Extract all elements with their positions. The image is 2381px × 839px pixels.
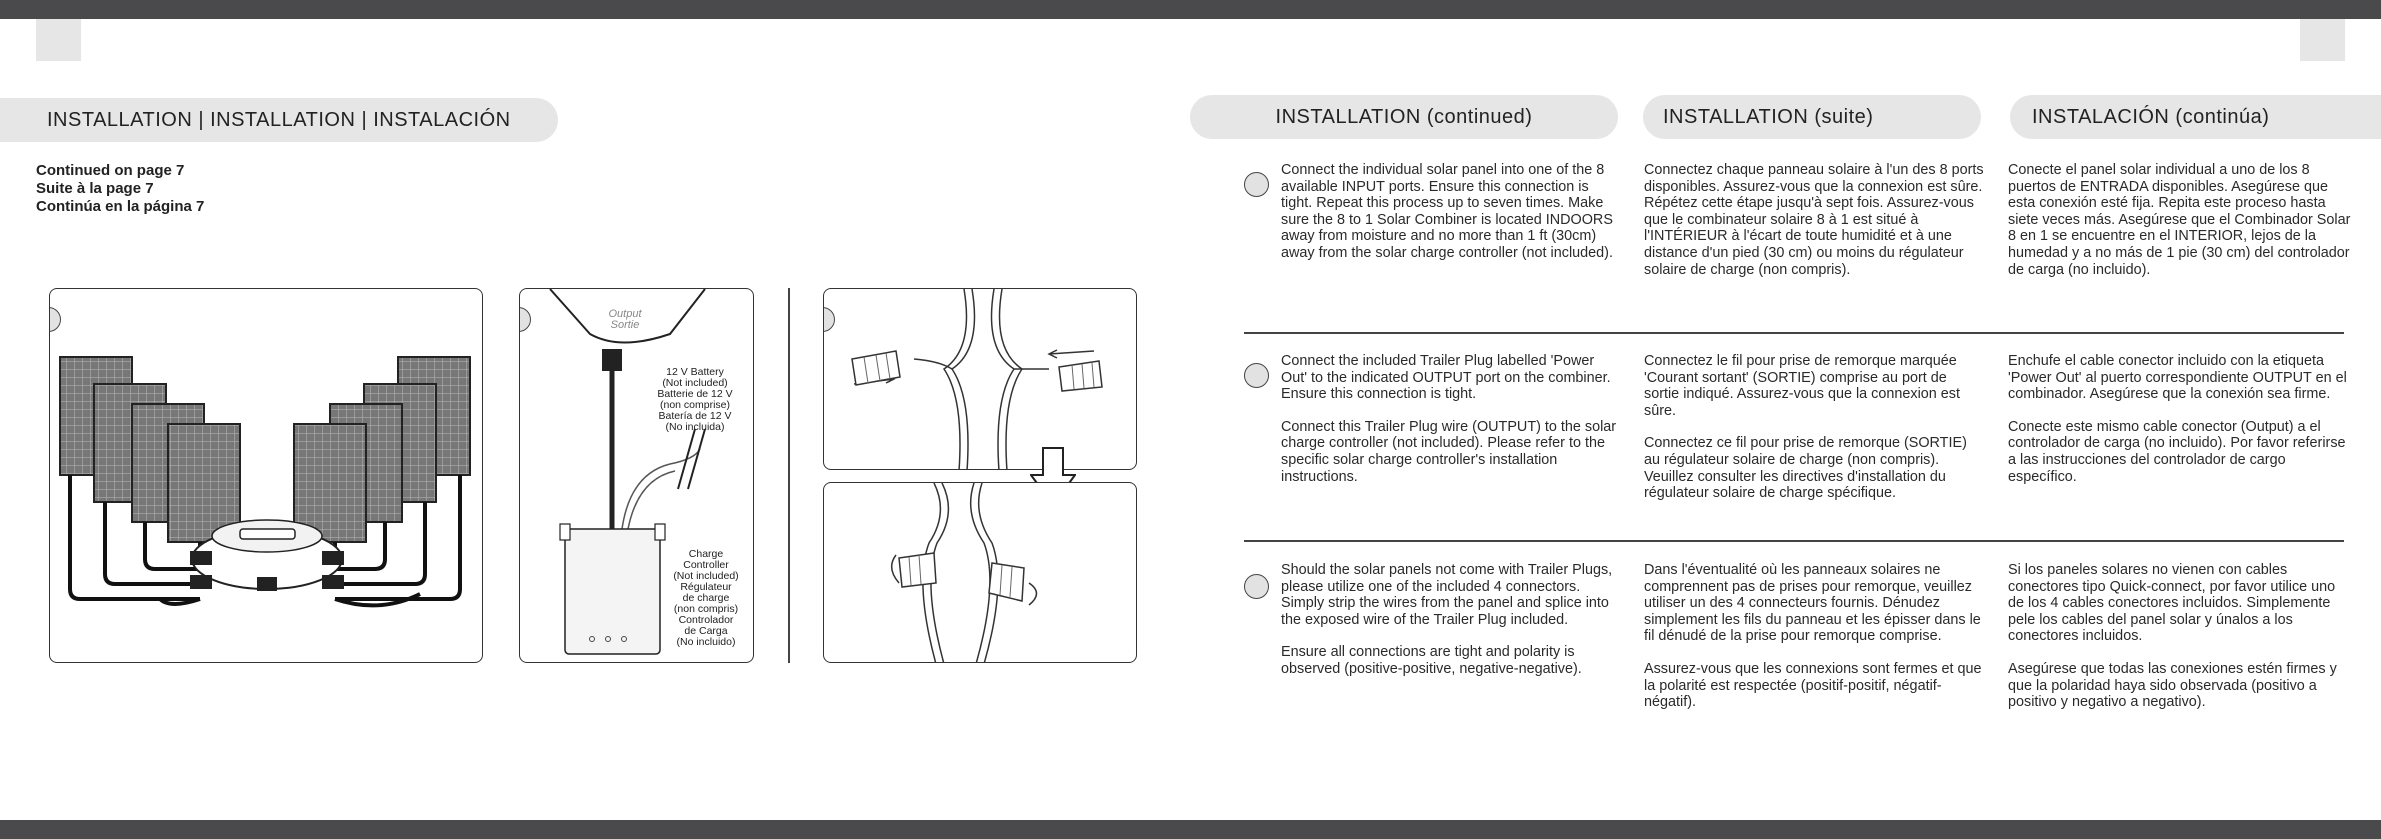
diagram-battery-controller (519, 288, 754, 663)
step-2-en (1281, 353, 1621, 501)
controller-label-line-4: Régulateur (680, 581, 732, 593)
diagram-twisted-connectors (823, 482, 1137, 663)
step-3-fr (1644, 562, 1984, 727)
step-2-fr-para-2: Connectez ce fil pour prise de remorque (SORTIE) au régulateur solaire de charge (non compris). Veuillez consulter les directives d'installation du régulateur solaire de charge spécifique. (1644, 435, 1967, 502)
step-2-es (2008, 353, 2353, 501)
battery-label (640, 367, 750, 433)
heading-en: INSTALLATION (continued) (1190, 95, 1618, 139)
step-1-fr (1644, 162, 1984, 294)
battery-label-line-6: (No incluida) (665, 421, 725, 433)
controller-label-line-9: (No incluido) (676, 636, 736, 648)
continued-es: Continúa en la página 7 (36, 198, 205, 215)
step-3-es-para-2: Asegúrese que todas las conexiones estén firmes y que la polaridad haya sido observada (positivo a positivo y negativo a negativo). (2008, 660, 2337, 711)
solar-panels-illustration (50, 289, 483, 663)
output-label-en: Output (608, 308, 642, 320)
step-divider-1 (1244, 332, 2344, 334)
wire-connectors-illustration (824, 289, 1137, 470)
step-circle-right-1 (1244, 172, 1269, 197)
step-3-en (1281, 562, 1621, 694)
heading-es: INSTALACIÓN (continúa) (2010, 95, 2381, 139)
controller-label-line-6: (non compris) (673, 603, 739, 615)
battery-label-line-2: (Not included) (662, 377, 728, 389)
step-2-en-para-2: Connect this Trailer Plug wire (OUTPUT) to the solar charge controller (not included). Please refer to the specific solar charge controller's installation instructions. (1281, 418, 1617, 485)
output-label (585, 309, 665, 331)
step-3-es (2008, 562, 2353, 727)
controller-label-line-7: Controlador (678, 614, 734, 626)
diagram-solar-panels (49, 288, 483, 663)
step-3-es-para-1: Si los paneles solares no vienen con cables conectores tipo Quick-connect, por favor utilice uno de los 4 cables conectores incluidos. Simplemente pele los cables del panel solar y únalos a los conectores incluidos. (2008, 562, 2336, 645)
controller-label (660, 549, 752, 648)
step-2-fr (1644, 353, 1984, 518)
step-circle-right-3 (1244, 574, 1269, 599)
column-divider (788, 288, 790, 663)
page-tab-left (36, 19, 81, 61)
left-heading: INSTALLATION | INSTALLATION | INSTALACIÓN (0, 98, 558, 142)
controller-label-line-8: de Carga (684, 625, 728, 637)
step-1-es-para-1: Conecte el panel solar individual a uno de los 8 puertos de ENTRADA disponibles. Asegúrese que esta conexión esté fija. Repita este proceso hasta siete veces más. Asegúrese que el Combinador Solar 8 en 1 se encuentre en el INTERIOR, lejos de la humedad y a no más de 1 pie (30 cm) del controlador de carga (no incluido). (2008, 162, 2351, 278)
continued-fr: Suite à la page 7 (36, 180, 154, 197)
diagram-wire-connectors (823, 288, 1137, 470)
controller-label-line-1: Charge (688, 548, 724, 560)
continued-en: Continued on page 7 (36, 162, 185, 179)
battery-label-line-3: Batterie de 12 V (657, 388, 733, 400)
top-bar (0, 0, 2381, 19)
controller-label-line-3: (Not included) (673, 570, 739, 582)
step-2-es-para-1: Enchufe el cable conector incluido con la etiqueta 'Power Out' al puerto correspondiente OUTPUT en el combinador. Asegúrese que la conexión sea firme. (2008, 353, 2347, 403)
step-1-en-para-1: Connect the individual solar panel into one of the 8 available INPUT ports. Ensure this connection is tight. Repeat this process up to seven times. Make sure the 8 to 1 Solar Combiner is located INDOORS away from moisture and no more than 1 ft (30cm) away from the solar charge controller (not included). (1281, 162, 1613, 261)
battery-label-line-5: Batería de 12 V (658, 410, 732, 422)
heading-fr: INSTALLATION (suite) (1643, 95, 1981, 139)
step-1-es (2008, 162, 2353, 294)
step-3-en-para-1: Should the solar panels not come with Trailer Plugs, please utilize one of the included 4 connectors. Simply strip the wires from the panel and splice into the exposed wire of the Trailer Plug included. (1281, 562, 1613, 628)
battery-label-line-1: 12 V Battery (666, 366, 724, 378)
page-tab-right (2300, 19, 2345, 61)
step-3-en-para-2: Ensure all connections are tight and polarity is observed (positive-positive, negative-negative). (1281, 644, 1582, 677)
twisted-connectors-illustration (824, 483, 1137, 663)
step-2-fr-para-1: Connectez le fil pour prise de remorque marquée 'Courant sortant' (SORTIE) comprise au port de sortie indiqué. Assurez-vous que la connexion est sûre. (1644, 353, 1960, 419)
step-2-en-para-1: Connect the included Trailer Plug labelled 'Power Out' to the indicated OUTPUT port on the combiner. Ensure this connection is tight. (1281, 353, 1611, 403)
continued-note (36, 162, 204, 216)
step-1-fr-para-1: Connectez chaque panneau solaire à l'un des 8 ports disponibles. Assurez-vous que la connexion est sûre. Répétez cette étape jusqu'à sept fois. Assurez-vous que le combinateur solaire 8 à 1 est situé à l'INTÉRIEUR à l'écart de toute humidité et à une distance d'un pied (30 cm) ou moins du régulateur solaire de charge (non compris). (1644, 162, 1984, 278)
step-divider-2 (1244, 540, 2344, 542)
step-3-fr-para-2: Assurez-vous que les connexions sont fermes et que la polarité est respectée (positif-positif, négatif-négatif). (1644, 660, 1982, 711)
step-circle-right-2 (1244, 363, 1269, 388)
step-2-es-para-2: Conecte este mismo cable conector (Output) a el controlador de carga (no incluido). Por favor referirse a las instrucciones del controlador de cargo específico. (2008, 418, 2346, 485)
output-label-fr: Sortie (610, 319, 640, 331)
battery-label-line-4: (non comprise) (659, 399, 731, 411)
step-3-fr-para-1: Dans l'éventualité où les panneaux solaires ne comprennent pas de prises pour remorque, veuillez utiliser un des 4 connecteurs fournis. Dénudez simplement les fils du panneau et les épisser dans le fil dénudé de la prise pour remorque comprise. (1644, 562, 1981, 645)
step-1-en (1281, 162, 1621, 278)
controller-label-line-2: Controller (683, 559, 729, 571)
bottom-bar (0, 820, 2381, 839)
controller-label-line-5: de charge (682, 592, 730, 604)
